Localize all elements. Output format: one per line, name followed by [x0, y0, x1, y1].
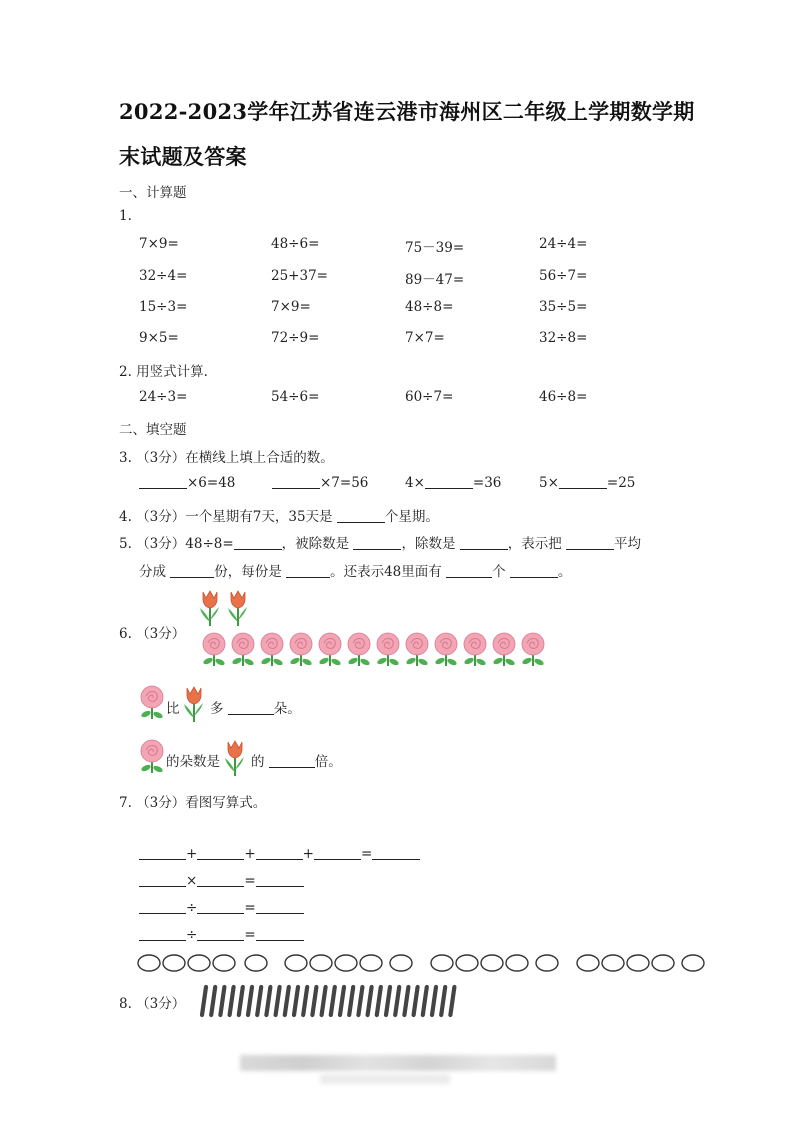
- question-3-label: 3. （3分）在横线上填上合适的数。: [119, 450, 334, 466]
- stick: [423, 987, 427, 1015]
- section-heading-fill: 二、填空题: [119, 422, 187, 438]
- sticks-figure: [196, 983, 464, 1019]
- question-6-label: 6. （3分）: [119, 626, 186, 642]
- calc-item: 48÷8=: [405, 299, 454, 315]
- vertical-calc-item: 46÷8=: [539, 389, 588, 405]
- stick: [368, 987, 372, 1015]
- rose-icon: [492, 633, 515, 666]
- blurred-footer: [320, 1074, 450, 1084]
- question-2-label: 2. 用竖式计算.: [119, 364, 208, 380]
- vertical-calc-item: 60÷7=: [405, 389, 454, 405]
- q7-multiplication-row: × =: [139, 873, 304, 889]
- answer-blank[interactable]: [139, 939, 186, 941]
- answer-blank[interactable]: [353, 548, 401, 550]
- answer-blank[interactable]: [256, 939, 304, 941]
- page-title: 2022-2023学年江苏省连云港市海州区二年级上学期数学期: [119, 99, 695, 124]
- answer-blank[interactable]: [234, 548, 282, 550]
- question-5-line1: 5. （3分）48÷8= ，被除数是 ，除数是 ，表示把 平均: [119, 536, 642, 552]
- calc-item: 72÷9=: [271, 330, 320, 346]
- flowers-figure: [196, 586, 556, 674]
- answer-blank[interactable]: [337, 521, 385, 523]
- q6-line1: 多 朵。: [210, 701, 301, 717]
- answer-blank[interactable]: [314, 858, 361, 860]
- answer-blank[interactable]: [460, 548, 508, 550]
- stick: [211, 987, 215, 1015]
- question-7-label: 7. （3分）看图写算式。: [119, 795, 267, 811]
- answer-blank[interactable]: [197, 939, 244, 941]
- answer-blank[interactable]: [256, 912, 304, 914]
- q3-item: ×7=56: [272, 475, 368, 491]
- stick: [395, 987, 399, 1015]
- question-8-label: 8. （3分）: [119, 996, 186, 1012]
- stick: [230, 987, 234, 1015]
- stick: [303, 987, 307, 1015]
- calc-item: 7×9=: [139, 236, 179, 252]
- answer-blank[interactable]: [197, 858, 244, 860]
- question-5-line2: 分成 份，每份是 。还表示48里面有 个 。: [139, 564, 572, 580]
- calc-item: 24÷4=: [539, 236, 588, 252]
- answer-blank[interactable]: [170, 576, 214, 578]
- answer-blank[interactable]: [139, 858, 186, 860]
- stick: [285, 987, 289, 1015]
- answer-blank[interactable]: [269, 766, 315, 768]
- vertical-calc-item: 24÷3=: [139, 389, 188, 405]
- answer-blank[interactable]: [256, 858, 303, 860]
- rose-icon: [231, 633, 254, 666]
- stick: [349, 987, 353, 1015]
- q7-addition-row: + + + =: [139, 846, 420, 862]
- stick: [257, 987, 261, 1015]
- q3-item: ×6=48: [139, 475, 235, 491]
- calc-item: 35÷5=: [539, 299, 588, 315]
- calc-item: 32÷8=: [539, 330, 588, 346]
- calc-item: 7×7=: [405, 330, 445, 346]
- stick: [331, 987, 335, 1015]
- answer-blank[interactable]: [559, 487, 607, 489]
- q7-division-row: ÷ =: [139, 900, 304, 916]
- stick: [450, 987, 454, 1015]
- stick: [276, 987, 280, 1015]
- q7-division-row: ÷ =: [139, 927, 304, 943]
- page-title-line2: 末试题及答案: [119, 144, 247, 169]
- answer-blank[interactable]: [139, 487, 187, 489]
- answer-blank[interactable]: [256, 885, 304, 887]
- calc-item: 75－39=: [405, 240, 465, 256]
- ovals-figure: [136, 950, 708, 976]
- stick: [441, 987, 445, 1015]
- tulip-icon: [221, 738, 249, 780]
- rose-icon: [139, 737, 165, 777]
- calc-item: 32÷4=: [139, 268, 188, 284]
- question-1-label: 1.: [119, 208, 132, 224]
- stick: [266, 987, 270, 1015]
- rose-icon: [289, 633, 312, 666]
- stick: [414, 987, 418, 1015]
- vertical-calc-item: 54÷6=: [271, 389, 320, 405]
- stick: [322, 987, 326, 1015]
- calc-item: 7×9=: [271, 299, 311, 315]
- answer-blank[interactable]: [197, 912, 244, 914]
- q3-item: 5× =25: [539, 475, 636, 491]
- tulip-icon: [228, 591, 247, 626]
- answer-blank[interactable]: [286, 576, 330, 578]
- stick: [248, 987, 252, 1015]
- stick: [239, 987, 243, 1015]
- stick: [294, 987, 298, 1015]
- rose-icon: [202, 633, 225, 666]
- tulip-icon: [200, 591, 219, 626]
- answer-blank[interactable]: [228, 713, 274, 715]
- answer-blank[interactable]: [372, 858, 420, 860]
- rose-icon: [347, 633, 370, 666]
- stick: [312, 987, 316, 1015]
- question-4: 4. （3分）一个星期有7天，35天是 个星期。: [119, 509, 439, 525]
- q6-text: 比: [166, 701, 180, 717]
- stick: [404, 987, 408, 1015]
- rose-icon: [260, 633, 283, 666]
- rose-icon: [318, 633, 341, 666]
- calc-item: 89－47=: [405, 272, 465, 288]
- stick: [432, 987, 436, 1015]
- answer-blank[interactable]: [425, 487, 473, 489]
- rose-icon: [463, 633, 486, 666]
- blurred-footer: [240, 1055, 556, 1071]
- rose-icon: [376, 633, 399, 666]
- answer-blank[interactable]: [566, 548, 614, 550]
- calc-item: 25+37=: [271, 268, 328, 284]
- calc-item: 15÷3=: [139, 299, 188, 315]
- section-heading-calc: 一、计算题: [119, 185, 187, 201]
- stick: [202, 987, 206, 1015]
- answer-blank[interactable]: [139, 912, 186, 914]
- calc-item: 48÷6=: [271, 236, 320, 252]
- stick: [377, 987, 381, 1015]
- q6-text: 的朵数是: [166, 754, 220, 770]
- stick: [340, 987, 344, 1015]
- calc-item: 56÷7=: [539, 268, 588, 284]
- stick: [220, 987, 224, 1015]
- rose-icon: [434, 633, 457, 666]
- q6-line2: 的 倍。: [251, 754, 342, 770]
- answer-blank[interactable]: [139, 885, 186, 887]
- answer-blank[interactable]: [446, 576, 492, 578]
- tulip-icon: [180, 684, 208, 726]
- calc-item: 9×5=: [139, 330, 179, 346]
- rose-icon: [521, 633, 544, 666]
- stick: [386, 987, 390, 1015]
- stick: [358, 987, 362, 1015]
- answer-blank[interactable]: [510, 576, 558, 578]
- q3-item: 4× =36: [405, 475, 502, 491]
- answer-blank[interactable]: [272, 487, 320, 489]
- rose-icon: [139, 683, 165, 723]
- answer-blank[interactable]: [197, 885, 244, 887]
- rose-icon: [405, 633, 428, 666]
